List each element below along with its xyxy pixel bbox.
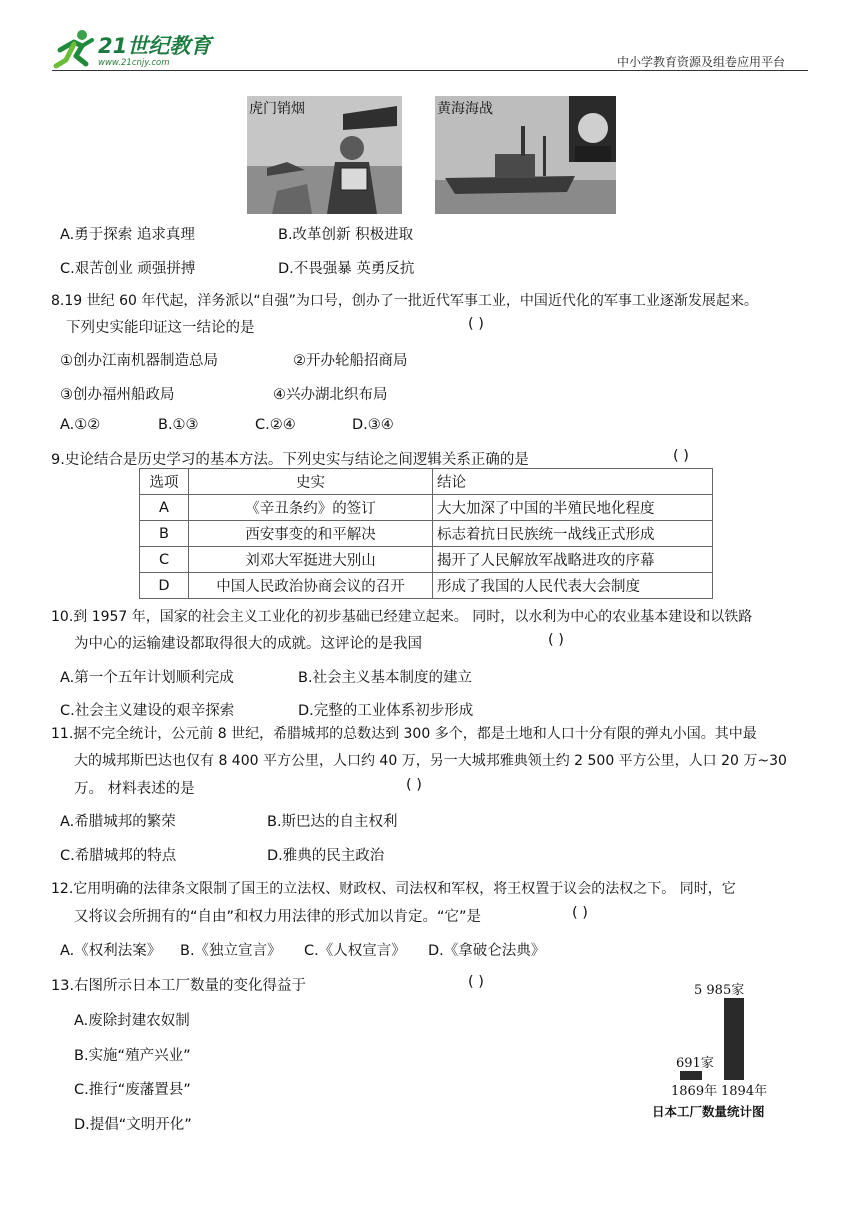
q10-stem-line2: 为中心的运输建设都取得很大的成就。这评论的是我国 [74,636,422,652]
table-header-row [140,469,713,495]
table-cell-option: A [140,495,189,521]
q13-option-c[interactable]: C.推行“废藩置县” [74,1082,191,1098]
table-row[interactable] [140,521,713,547]
q11-stem-line1: 11.据不完全统计，公元前 8 世纪，希腊城邦的总数达到 300 多个，都是土地和人口十分有限的弹丸小国。其中最 [51,726,757,742]
yellow-sea-photo [435,96,616,214]
table-cell-fact: 中国人民政治协商会议的召开 [189,573,433,599]
q8-answer-blank[interactable]: ( ) [468,316,484,332]
table-cell-conclusion: 大大加深了中国的半殖民地化程度 [433,495,713,521]
q12-stem-line2: 又将议会所拥有的“自由”和权力用法律的形式加以肯定。“它”是 [74,909,482,925]
q11-option-a[interactable]: A.希腊城邦的繁荣 [60,814,176,830]
q8-stem-line2: 下列史实能印证这一结论的是 [66,320,255,336]
q12-option-d[interactable]: D.《拿破仑法典》 [428,943,546,959]
q7-option-c[interactable]: C.艰苦创业 顽强拼搏 [60,261,196,277]
table-cell-option: B [140,521,189,547]
humen-photo [247,96,402,214]
q11-stem-line2: 大的城邦斯巴达也仅有 8 400 平方公里，人口约 40 万，另一大城邦雅典领土约 2 500 平方公里，人口 20 万~30 [74,753,787,769]
q10-stem-line1: 10.到 1957 年，国家的社会主义工业化的初步基础已经建立起来。 同时，以水利为中心的农业基本建设和以铁路 [51,609,753,625]
q11-option-c[interactable]: C.希腊城邦的特点 [60,848,177,864]
q10-option-d[interactable]: D.完整的工业体系初步形成 [298,703,474,719]
q8-stem-line1: 8.19 世纪 60 年代起，洋务派以“自强”为口号，创办了一批近代军事工业，中国近代化的军事工业逐渐发展起来。 [51,293,758,309]
q10-answer-blank[interactable]: ( ) [548,632,564,648]
q9-answer-blank[interactable]: ( ) [673,448,689,464]
table-header-conclusion: 结论 [433,469,713,495]
table-cell-option: D [140,573,189,599]
q13-answer-blank[interactable]: ( ) [468,974,484,990]
header-divider [52,70,808,71]
table-header-option: 选项 [140,469,189,495]
q9-table [139,468,713,599]
q12-answer-blank[interactable]: ( ) [572,905,588,921]
q8-item-3: ③创办福州船政局 [60,387,175,403]
q8-option-c[interactable]: C.②④ [255,417,296,433]
q11-stem-line3: 万。 材料表述的是 [74,781,195,797]
yellow-sea-caption: 黄海海战 [437,101,493,117]
table-cell-conclusion: 标志着抗日民族统一战线正式形成 [433,521,713,547]
table-row[interactable] [140,573,713,599]
table-cell-option: C [140,547,189,573]
bar-1894 [724,998,744,1080]
logo-text: 21世纪教育 [98,34,212,58]
runner-logo-icon [52,28,98,72]
q8-item-4: ④兴办湖北织布局 [273,387,388,403]
q7-option-b[interactable]: B.改革创新 积极进取 [278,227,414,243]
q11-option-d[interactable]: D.雅典的民主政治 [267,848,385,864]
q10-option-c[interactable]: C.社会主义建设的艰辛探索 [60,703,235,719]
q8-item-1: ①创办江南机器制造总局 [60,353,218,369]
japan-factory-chart [640,984,820,1124]
bar-value-label-1894: 5 985家 [694,983,745,998]
q9-stem: 9.史论结合是历史学习的基本方法。下列史实与结论之间逻辑关系正确的是 [51,452,529,468]
table-header-fact: 史实 [189,469,433,495]
table-cell-conclusion: 揭开了人民解放军战略进攻的序幕 [433,547,713,573]
q12-stem-line1: 12.它用明确的法律条文限制了国王的立法权、财政权、司法权和军权，将王权置于议会的法权之下。 同时，它 [51,881,736,897]
bar-value-label-1869: 691家 [676,1056,714,1071]
q8-option-a[interactable]: A.①② [60,417,101,433]
category-label-1894: 1894年 [721,1084,768,1099]
table-cell-fact: 西安事变的和平解决 [189,521,433,547]
table-cell-fact: 刘邓大军挺进大别山 [189,547,433,573]
category-label-1869: 1869年 [671,1084,718,1099]
q12-option-c[interactable]: C.《人权宣言》 [304,943,406,959]
humen-caption: 虎门销烟 [249,101,305,117]
q8-option-d[interactable]: D.③④ [352,417,394,433]
table-cell-fact: 《辛丑条约》的签订 [189,495,433,521]
site-logo [52,28,222,72]
q7-option-a[interactable]: A.勇于探索 追求真理 [60,227,195,243]
q11-option-b[interactable]: B.斯巴达的自主权利 [267,814,398,830]
platform-name: 中小学教育资源及组卷应用平台 [617,55,786,69]
logo-url: www.21cnjy.com [98,58,170,68]
chart-title: 日本工厂数量统计图 [652,1104,765,1119]
q13-option-b[interactable]: B.实施“殖产兴业” [74,1048,191,1064]
q8-option-b[interactable]: B.①③ [158,417,199,433]
q8-item-2: ②开办轮船招商局 [293,353,408,369]
table-cell-conclusion: 形成了我国的人民代表大会制度 [433,573,713,599]
q10-option-a[interactable]: A.第一个五年计划顺利完成 [60,670,234,686]
q12-option-a[interactable]: A.《权利法案》 [60,943,162,959]
table-row[interactable] [140,495,713,521]
q12-option-b[interactable]: B.《独立宣言》 [180,943,282,959]
bar-1869 [680,1071,702,1080]
q13-option-a[interactable]: A.废除封建农奴制 [74,1013,190,1029]
q7-option-d[interactable]: D.不畏强暴 英勇反抗 [278,261,415,277]
table-row[interactable] [140,547,713,573]
q11-answer-blank[interactable]: ( ) [406,777,422,793]
q13-option-d[interactable]: D.提倡“文明开化” [74,1117,192,1133]
q13-stem: 13.右图所示日本工厂数量的变化得益于 [51,978,307,994]
q10-option-b[interactable]: B.社会主义基本制度的建立 [298,670,473,686]
